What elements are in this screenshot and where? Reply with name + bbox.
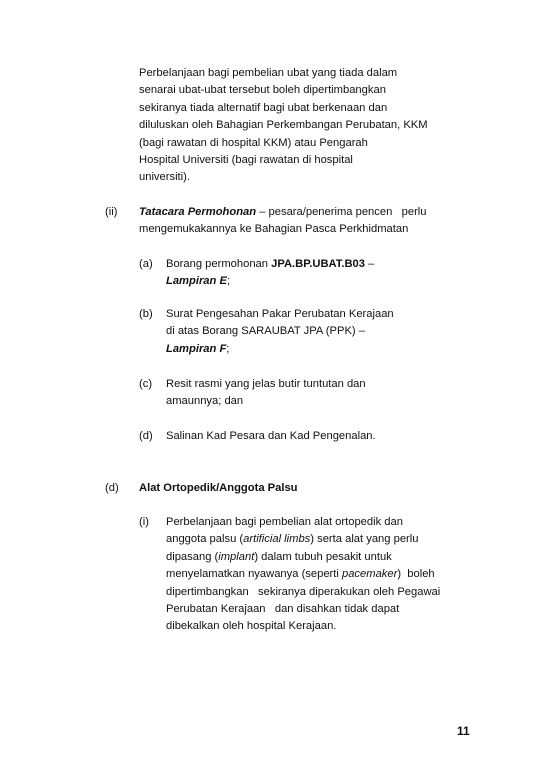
- item-i-line4-a: menyelamatkan nyawanya (seperti: [166, 568, 342, 581]
- page-number: 11: [457, 724, 470, 738]
- item-i-label: (i): [139, 516, 149, 528]
- item-b-line1: Surat Pengesahan Pakar Perubatan Kerajaan: [166, 308, 394, 320]
- item-a-lead: Borang permohonan: [166, 258, 272, 270]
- item-i-line7: dibekalkan oleh hospital Kerajaan.: [166, 620, 337, 633]
- item-b-line2: di atas Borang SARAUBAT JPA (PPK) –: [166, 325, 365, 338]
- section-ii-text-line2: mengemukakannya ke Bahagian Pasca Perkhidmatan: [139, 223, 409, 236]
- section-d-label: (d): [105, 482, 119, 494]
- item-i-line3-a: dipasang (: [166, 550, 219, 563]
- item-a-ref: Lampiran E: [166, 275, 227, 288]
- item-a-dash: –: [365, 258, 375, 270]
- item-d-text: Salinan Kad Pesara dan Kad Pengenalan.: [166, 430, 376, 442]
- item-a-label: (a): [139, 258, 153, 270]
- intro-paragraph: Perbelanjaan bagi pembelian ubat yang tiada dalam senarai ubat-ubat tersebut boleh dipertimbangkan sekiranya tiada alternatif bagi ubat berkenaan dan diluluskan oleh Bahagian Perkembangan Perubatan, KKM (bagi rawatan di hospital KKM) atau Pengarah Hospital Universiti (bagi rawatan di hospital universiti).: [139, 67, 428, 184]
- item-a-text: [166, 256, 516, 291]
- item-b-label: (b): [139, 308, 153, 320]
- item-i-line6: Perubatan Kerajaan dan disahkan tidak dapat: [166, 603, 400, 616]
- section-ii-title: Tatacara Permohonan: [139, 206, 257, 218]
- item-a-end: ;: [226, 275, 231, 288]
- item-c-text: Resit rasmi yang jelas butir tuntutan dan amaunnya; dan: [166, 378, 366, 408]
- item-c-label: (c): [139, 378, 153, 390]
- item-i-line3-b: implant: [218, 550, 255, 563]
- item-d-label: (d): [139, 430, 153, 442]
- item-i-line3-c: ) dalam tubuh pesakit untuk: [254, 550, 392, 563]
- section-ii-text-line1: – pesara/penerima pencen perlu: [256, 206, 427, 218]
- item-i-line4-b: pacemaker: [341, 568, 398, 581]
- item-i-line5: dipertimbangkan sekiranya diperakukan oleh Pegawai: [166, 585, 441, 598]
- item-b-text: [166, 306, 516, 358]
- item-a-code: JPA.BP.UBAT.B03: [271, 258, 366, 270]
- item-i-text: [166, 514, 526, 636]
- section-ii-text: [139, 204, 529, 239]
- item-b-end: ;: [226, 342, 230, 355]
- item-i-line1: Perbelanjaan bagi pembelian alat ortopedik dan: [166, 516, 403, 528]
- section-d-title: Alat Ortopedik/Anggota Palsu: [139, 482, 298, 494]
- item-i-line2-c: ) serta alat yang perlu: [310, 533, 419, 546]
- item-i-line2-b: artificial limbs: [243, 533, 311, 546]
- item-b-ref: Lampiran F: [166, 342, 227, 355]
- section-ii-label: (ii): [105, 206, 118, 218]
- item-i-line2-a: anggota palsu (: [166, 533, 244, 546]
- item-i-line4-c: ) boleh: [397, 568, 435, 581]
